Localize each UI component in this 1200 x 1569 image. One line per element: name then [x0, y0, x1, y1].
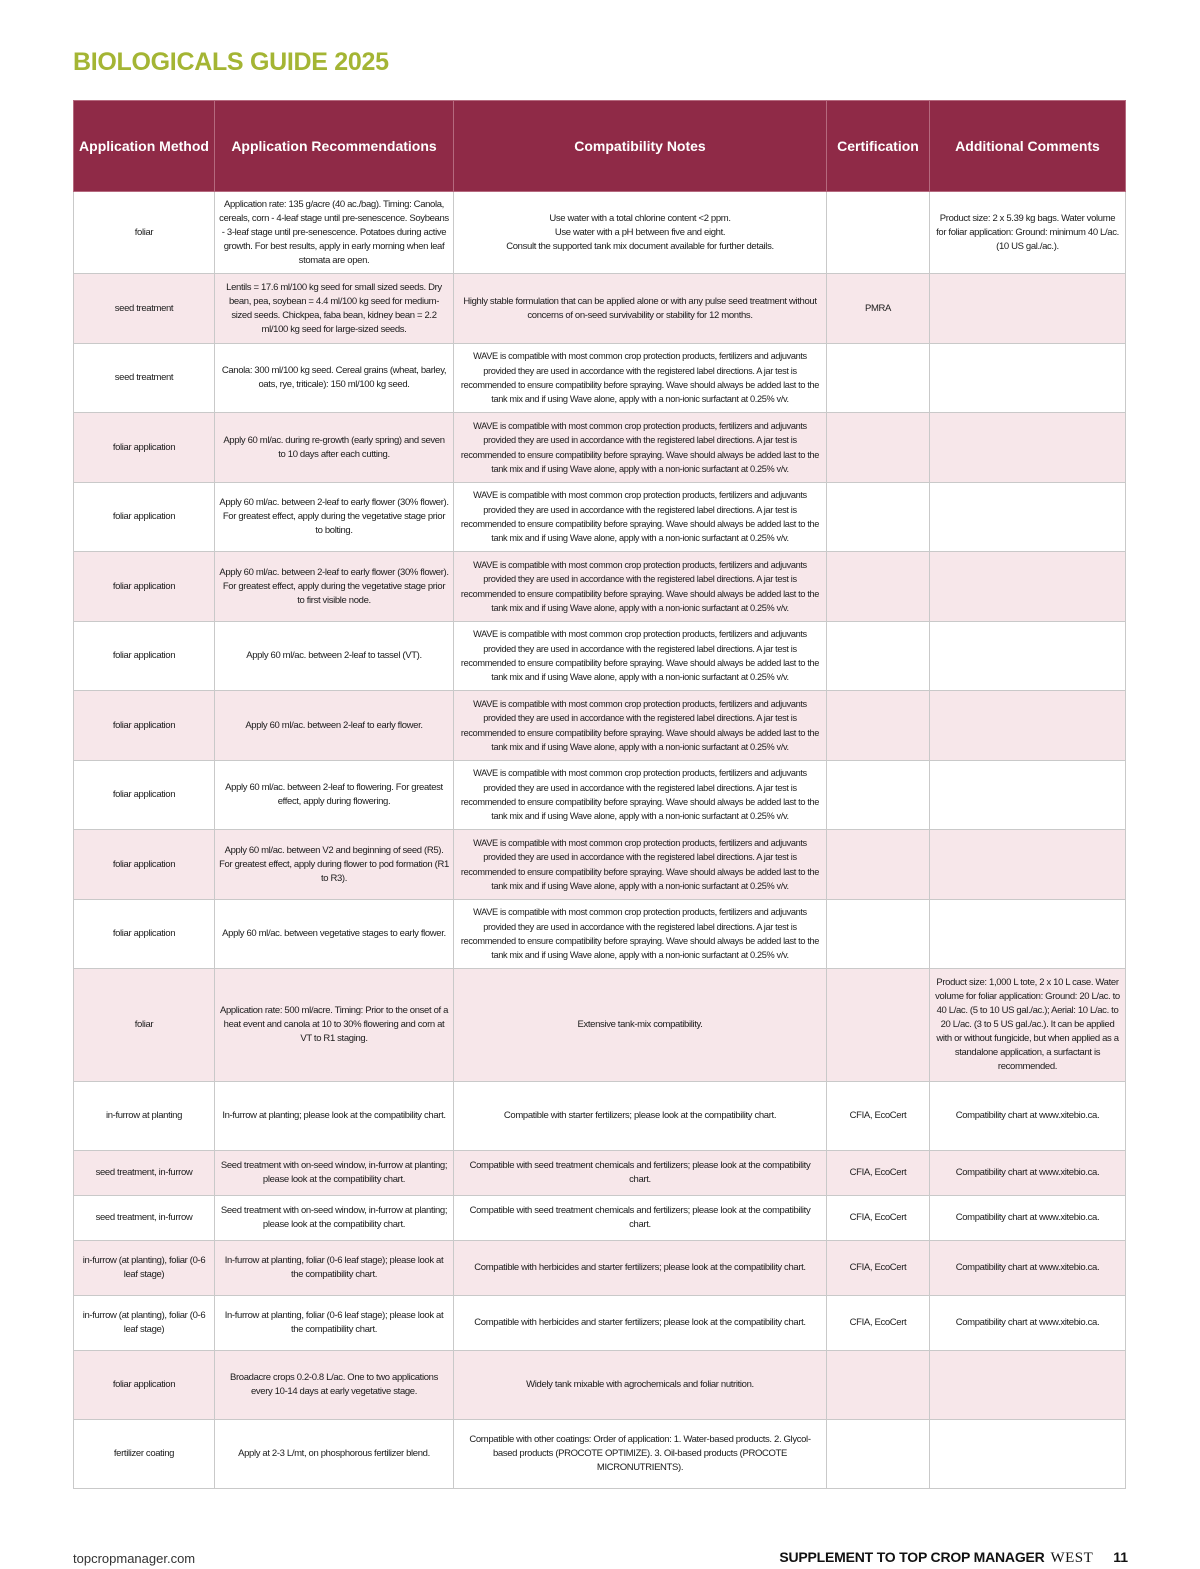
cell-compatibility: Extensive tank-mix compatibility. [454, 969, 827, 1082]
cell-comments [930, 1351, 1126, 1420]
cell-comments [930, 413, 1126, 483]
cell-comments: Compatibility chart at www.xitebio.ca. [930, 1151, 1126, 1196]
cell-compatibility: Compatible with herbicides and starter fertilizers; please look at the compatibility chart. [454, 1241, 827, 1296]
cell-method: foliar application [74, 900, 215, 969]
cell-comments [930, 830, 1126, 900]
column-header-additional-comments: Additional Comments [930, 101, 1126, 192]
table-row [74, 1351, 1126, 1420]
cell-method: foliar application [74, 830, 215, 900]
cell-recommendations: Apply at 2-3 L/mt, on phosphorous fertilizer blend. [215, 1420, 454, 1489]
table-row [74, 1151, 1126, 1196]
page-title: BIOLOGICALS GUIDE 2025 [73, 48, 389, 76]
cell-certification [827, 691, 930, 761]
cell-method: in-furrow (at planting), foliar (0-6 leaf stage) [74, 1241, 215, 1296]
cell-certification [827, 622, 930, 691]
cell-recommendations: Apply 60 ml/ac. between 2-leaf to early flower (30% flower). For greatest effect, apply during the vegetative stage prior to first visible node. [215, 552, 454, 622]
cell-certification: CFIA, EcoCert [827, 1151, 930, 1196]
cell-compatibility: WAVE is compatible with most common crop protection products, fertilizers and adjuvants provided they are used in accordance with the registered label directions. A jar test is recommended to ensure compatibility before spraying. Wave should always be added last to the tank mix and if using Wave alone, apply with a non-ionic surfactant at 0.25% v/v. [454, 761, 827, 830]
cell-comments [930, 552, 1126, 622]
cell-recommendations: Apply 60 ml/ac. between 2-leaf to flowering. For greatest effect, apply during flowering. [215, 761, 454, 830]
table-row [74, 1296, 1126, 1351]
table-row [74, 1082, 1126, 1151]
cell-comments [930, 691, 1126, 761]
cell-certification: CFIA, EcoCert [827, 1296, 930, 1351]
cell-recommendations: Apply 60 ml/ac. between 2-leaf to early flower (30% flower). For greatest effect, apply during the vegetative stage prior to bolting. [215, 483, 454, 552]
cell-compatibility: WAVE is compatible with most common crop protection products, fertilizers and adjuvants provided they are used in accordance with the registered label directions. A jar test is recommended to ensure compatibility before spraying. Wave should always be added last to the tank mix and if using Wave alone, apply with a non-ionic surfactant at 0.25% v/v. [454, 413, 827, 483]
cell-comments: Compatibility chart at www.xitebio.ca. [930, 1082, 1126, 1151]
cell-certification [827, 483, 930, 552]
table-row [74, 900, 1126, 969]
cell-method: seed treatment, in-furrow [74, 1151, 215, 1196]
cell-method: foliar application [74, 622, 215, 691]
cell-method: seed treatment [74, 274, 215, 344]
cell-compatibility: WAVE is compatible with most common crop protection products, fertilizers and adjuvants provided they are used in accordance with the registered label directions. A jar test is recommended to ensure compatibility before spraying. Wave should always be added last to the tank mix and if using Wave alone, apply with a non-ionic surfactant at 0.25% v/v. [454, 691, 827, 761]
cell-certification: CFIA, EcoCert [827, 1241, 930, 1296]
cell-comments: Product size: 1,000 L tote, 2 x 10 L case. Water volume for foliar application: Ground: 20 L/ac. to 40 L/ac. (5 to 10 US gal./ac.); Aerial: 10 L/ac. to 20 L/ac. (3 to 5 US gal./ac.). It can be applied with or without fungicide, but when applied as a standalone application, a surfactant is recommended. [930, 969, 1126, 1082]
cell-certification [827, 413, 930, 483]
cell-compatibility: WAVE is compatible with most common crop protection products, fertilizers and adjuvants provided they are used in accordance with the registered label directions. A jar test is recommended to ensure compatibility before spraying. Wave should always be added last to the tank mix and if using Wave alone, apply with a non-ionic surfactant at 0.25% v/v. [454, 900, 827, 969]
cell-method: foliar application [74, 691, 215, 761]
table-row [74, 1420, 1126, 1489]
cell-comments [930, 483, 1126, 552]
cell-comments [930, 900, 1126, 969]
cell-compatibility: WAVE is compatible with most common crop protection products, fertilizers and adjuvants provided they are used in accordance with the registered label directions. A jar test is recommended to ensure compatibility before spraying. Wave should always be added last to the tank mix and if using Wave alone, apply with a non-ionic surfactant at 0.25% v/v. [454, 830, 827, 900]
cell-recommendations: Apply 60 ml/ac. during re-growth (early spring) and seven to 10 days after each cutting. [215, 413, 454, 483]
cell-method: fertilizer coating [74, 1420, 215, 1489]
cell-compatibility: WAVE is compatible with most common crop protection products, fertilizers and adjuvants provided they are used in accordance with the registered label directions. A jar test is recommended to ensure compatibility before spraying. Wave should always be added last to the tank mix and if using Wave alone, apply with a non-ionic surfactant at 0.25% v/v. [454, 483, 827, 552]
cell-compatibility: Compatible with herbicides and starter fertilizers; please look at the compatibility chart. [454, 1296, 827, 1351]
table-row [74, 483, 1126, 552]
cell-compatibility: WAVE is compatible with most common crop protection products, fertilizers and adjuvants provided they are used in accordance with the registered label directions. A jar test is recommended to ensure compatibility before spraying. Wave should always be added last to the tank mix and if using Wave alone, apply with a non-ionic surfactant at 0.25% v/v. [454, 552, 827, 622]
cell-method: seed treatment [74, 344, 215, 413]
cell-compatibility: Compatible with other coatings: Order of application: 1. Water-based products. 2. Glycol-based products (PROCOTE OPTIMIZE). 3. Oil-based products (PROCOTE MICRONUTRIENTS). [454, 1420, 827, 1489]
cell-comments: Compatibility chart at www.xitebio.ca. [930, 1196, 1126, 1241]
cell-recommendations: In-furrow at planting, foliar (0-6 leaf stage); please look at the compatibility chart. [215, 1296, 454, 1351]
page-number: 11 [1113, 1549, 1128, 1565]
cell-certification: CFIA, EcoCert [827, 1196, 930, 1241]
cell-compatibility [454, 192, 827, 274]
cell-method: foliar [74, 192, 215, 274]
cell-method: foliar application [74, 552, 215, 622]
cell-compatibility: WAVE is compatible with most common crop protection products, fertilizers and adjuvants provided they are used in accordance with the registered label directions. A jar test is recommended to ensure compatibility before spraying. Wave should always be added last to the tank mix and if using Wave alone, apply with a non-ionic surfactant at 0.25% v/v. [454, 344, 827, 413]
column-header-compatibility-notes: Compatibility Notes [454, 101, 827, 192]
cell-certification [827, 1420, 930, 1489]
column-header-application-method: Application Method [74, 101, 215, 192]
cell-certification [827, 830, 930, 900]
cell-certification [827, 192, 930, 274]
table-row [74, 691, 1126, 761]
cell-certification: PMRA [827, 274, 930, 344]
cell-method: in-furrow at planting [74, 1082, 215, 1151]
cell-comments [930, 274, 1126, 344]
cell-recommendations: Canola: 300 ml/100 kg seed. Cereal grains (wheat, barley, oats, rye, triticale): 150 ml/100 kg seed. [215, 344, 454, 413]
cell-recommendations: In-furrow at planting, foliar (0-6 leaf stage); please look at the compatibility chart. [215, 1241, 454, 1296]
table-row [74, 622, 1126, 691]
cell-comments: Product size: 2 x 5.39 kg bags. Water volume for foliar application: Ground: minimum 40 L/ac. (10 US gal./ac.). [930, 192, 1126, 274]
table-row [74, 1241, 1126, 1296]
cell-recommendations: Apply 60 ml/ac. between 2-leaf to tassel (VT). [215, 622, 454, 691]
cell-certification [827, 1351, 930, 1420]
cell-comments: Compatibility chart at www.xitebio.ca. [930, 1296, 1126, 1351]
cell-compatibility: Compatible with seed treatment chemicals and fertilizers; please look at the compatibility chart. [454, 1151, 827, 1196]
cell-recommendations: Broadacre crops 0.2-0.8 L/ac. One to two applications every 10-14 days at early vegetative stage. [215, 1351, 454, 1420]
table-row [74, 274, 1126, 344]
table-row [74, 761, 1126, 830]
cell-method: foliar [74, 969, 215, 1082]
footer-site: topcropmanager.com [73, 1551, 196, 1566]
cell-compatibility: Widely tank mixable with agrochemicals and foliar nutrition. [454, 1351, 827, 1420]
cell-certification [827, 969, 930, 1082]
cell-comments: Compatibility chart at www.xitebio.ca. [930, 1241, 1126, 1296]
table-row [74, 413, 1126, 483]
cell-compatibility: Compatible with starter fertilizers; please look at the compatibility chart. [454, 1082, 827, 1151]
cell-recommendations: Apply 60 ml/ac. between vegetative stages to early flower. [215, 900, 454, 969]
biologicals-table [73, 100, 1126, 1489]
cell-recommendations: In-furrow at planting; please look at the compatibility chart. [215, 1082, 454, 1151]
table-row [74, 830, 1126, 900]
column-header-application-recommendations: Application Recommendations [215, 101, 454, 192]
cell-compatibility: Highly stable formulation that can be applied alone or with any pulse seed treatment without concerns of on-seed survivability or stability for 12 months. [454, 274, 827, 344]
footer-supplement-label: SUPPLEMENT TO TOP CROP MANAGER [779, 1549, 1045, 1565]
column-header-certification: Certification [827, 101, 930, 192]
cell-method: foliar application [74, 483, 215, 552]
cell-comments [930, 1420, 1126, 1489]
cell-method: foliar application [74, 1351, 215, 1420]
footer-edition: WEST [1050, 1550, 1094, 1566]
cell-compatibility: Compatible with seed treatment chemicals and fertilizers; please look at the compatibility chart. [454, 1196, 827, 1241]
compat-line: Use water with a pH between five and eight. [554, 226, 726, 238]
cell-compatibility: WAVE is compatible with most common crop protection products, fertilizers and adjuvants provided they are used in accordance with the registered label directions. A jar test is recommended to ensure compatibility before spraying. Wave should always be added last to the tank mix and if using Wave alone, apply with a non-ionic surfactant at 0.25% v/v. [454, 622, 827, 691]
cell-method: foliar application [74, 413, 215, 483]
table-header-row [74, 101, 1126, 192]
compat-line: Use water with a total chlorine content <2 ppm. [549, 212, 731, 224]
cell-method: in-furrow (at planting), foliar (0-6 leaf stage) [74, 1296, 215, 1351]
cell-recommendations: Apply 60 ml/ac. between V2 and beginning of seed (R5). For greatest effect, apply during flower to pod formation (R1 to R3). [215, 830, 454, 900]
cell-certification: CFIA, EcoCert [827, 1082, 930, 1151]
cell-comments [930, 761, 1126, 830]
table-row [74, 1196, 1126, 1241]
cell-certification [827, 344, 930, 413]
table-row [74, 552, 1126, 622]
cell-recommendations: Application rate: 135 g/acre (40 ac./bag). Timing: Canola, cereals, corn - 4-leaf stage until pre-senescence. Soybeans - 3-leaf stage until pre-senescence. Potatoes during active growth. For best results, apply in early morning when leaf stomata are open. [215, 192, 454, 274]
cell-certification [827, 761, 930, 830]
cell-comments [930, 344, 1126, 413]
footer-supplement [779, 1549, 1128, 1567]
cell-method: foliar application [74, 761, 215, 830]
table-row [74, 344, 1126, 413]
table-row [74, 969, 1126, 1082]
cell-recommendations: Lentils = 17.6 ml/100 kg seed for small sized seeds. Dry bean, pea, soybean = 4.4 ml/100 kg seed for medium-sized seeds. Chickpea, faba bean, kidney bean = 2.2 ml/100 kg seed for large-sized seeds. [215, 274, 454, 344]
cell-comments [930, 622, 1126, 691]
cell-certification [827, 552, 930, 622]
cell-certification [827, 900, 930, 969]
cell-recommendations: Seed treatment with on-seed window, in-furrow at planting; please look at the compatibility chart. [215, 1151, 454, 1196]
cell-recommendations: Application rate: 500 ml/acre. Timing: Prior to the onset of a heat event and canola at 10 to 30% flowering and corn at VT to R1 staging. [215, 969, 454, 1082]
table-row [74, 192, 1126, 274]
cell-method: seed treatment, in-furrow [74, 1196, 215, 1241]
compat-line: Consult the supported tank mix document available for further details. [506, 240, 774, 252]
cell-recommendations: Seed treatment with on-seed window, in-furrow at planting; please look at the compatibility chart. [215, 1196, 454, 1241]
cell-recommendations: Apply 60 ml/ac. between 2-leaf to early flower. [215, 691, 454, 761]
